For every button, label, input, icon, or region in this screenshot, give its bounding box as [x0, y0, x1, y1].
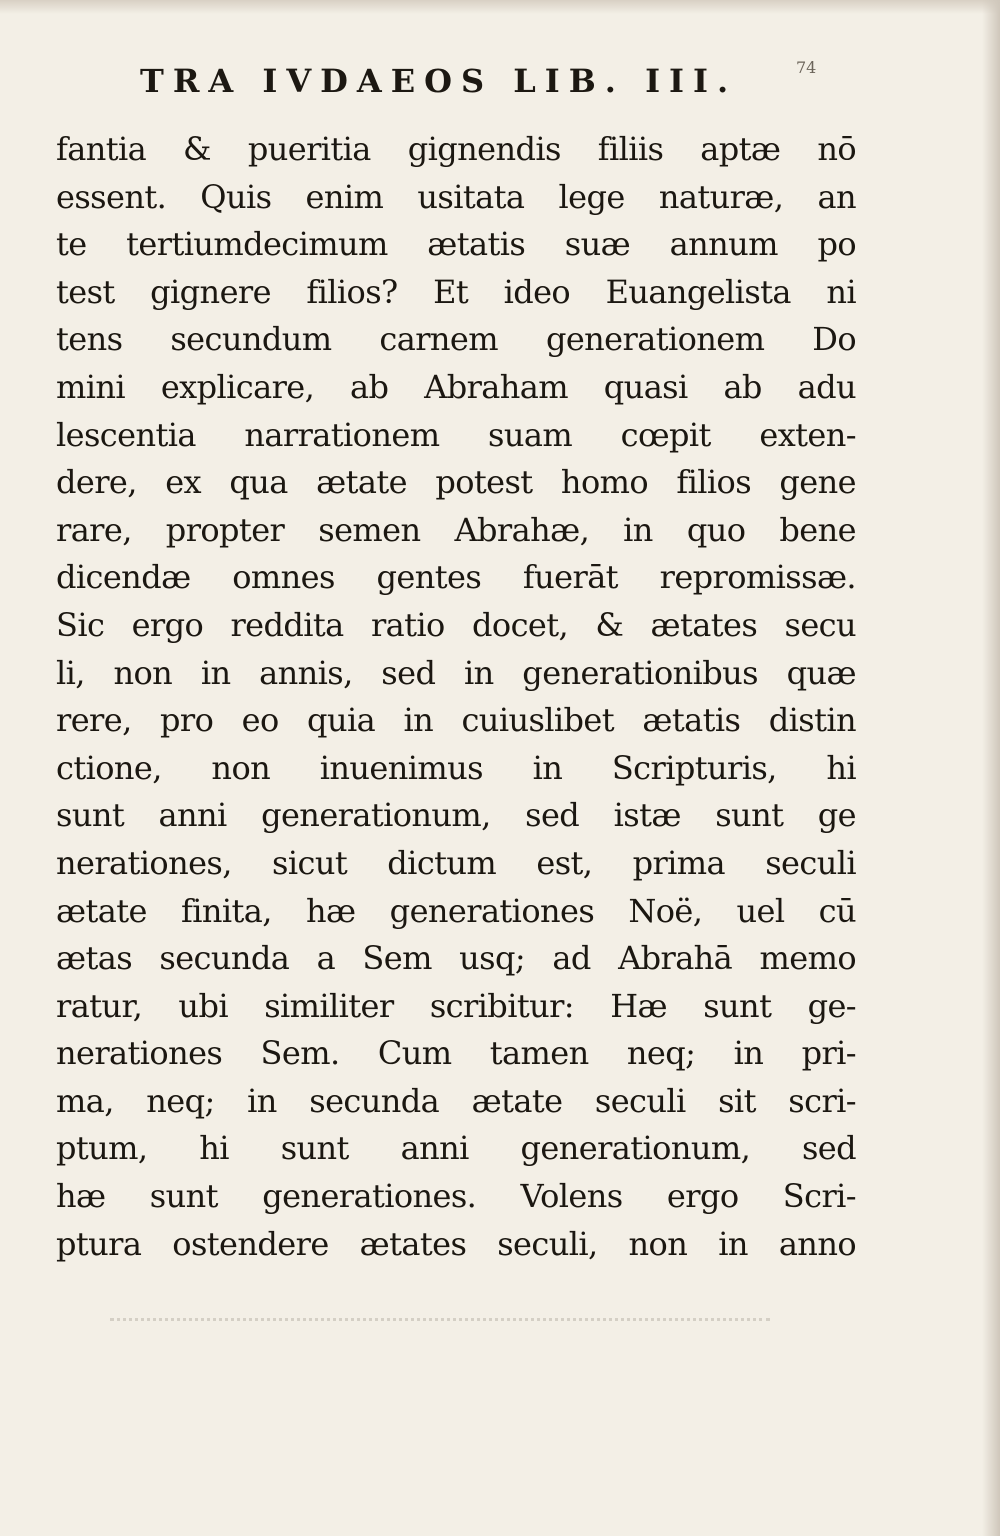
text-line: ptura ostendere ætates seculi, non in anno: [56, 1224, 856, 1263]
text-line: te tertiumdecimum ætatis suæ annum po: [56, 225, 856, 264]
text-line: dicendæ omnes gentes fuerāt repromissæ.: [56, 558, 856, 597]
text-line: mini explicare, ab Abraham quasi ab adu: [56, 367, 856, 406]
running-head: TRA IVDAEOS LIB. III.: [140, 62, 738, 100]
scan-edge-top: [0, 0, 1000, 14]
text-line: ctione, non inuenimus in Scripturis, hi: [56, 748, 856, 787]
text-line: tens secundum carnem generationem Do: [56, 320, 856, 359]
text-line: ma, neq; in secunda ætate seculi sit scri-: [56, 1081, 856, 1120]
text-line: essent. Quis enim usitata lege naturæ, an: [56, 177, 856, 216]
text-line: dere, ex qua ætate potest homo filios gene: [56, 463, 856, 502]
text-line: test gignere filios? Et ideo Euangelista ni: [56, 272, 856, 311]
text-line: sunt anni generationum, sed istæ sunt ge: [56, 796, 856, 835]
folio-number: 74: [796, 58, 817, 77]
text-line: li, non in annis, sed in generationibus quæ: [56, 653, 856, 692]
show-through-ink: [110, 1318, 770, 1341]
text-line: ptum, hi sunt anni generationum, sed: [56, 1129, 856, 1168]
text-line: rere, pro eo quia in cuiuslibet ætatis distin: [56, 701, 856, 740]
text-line: rare, propter semen Abrahæ, in quo bene: [56, 510, 856, 549]
text-block: [56, 126, 856, 1268]
scan-edge-right: [982, 0, 1000, 1536]
text-line: lescentia narrationem suam cœpit exten-: [56, 415, 856, 454]
text-line: ætas secunda a Sem usq; ad Abrahā memo: [56, 939, 856, 978]
text-line: ætate finita, hæ generationes Noë, uel cū: [56, 891, 856, 930]
text-line: nerationes Sem. Cum tamen neq; in pri-: [56, 1034, 856, 1073]
text-line: nerationes, sicut dictum est, prima seculi: [56, 843, 856, 882]
text-line: ratur, ubi similiter scribitur: Hæ sunt ge-: [56, 986, 856, 1025]
text-line: Sic ergo reddita ratio docet, & ætates secu: [56, 605, 856, 644]
text-line: fantia & pueritia gignendis filiis aptæ nō: [56, 130, 856, 168]
text-line: hæ sunt generationes. Volens ergo Scri-: [56, 1177, 856, 1216]
